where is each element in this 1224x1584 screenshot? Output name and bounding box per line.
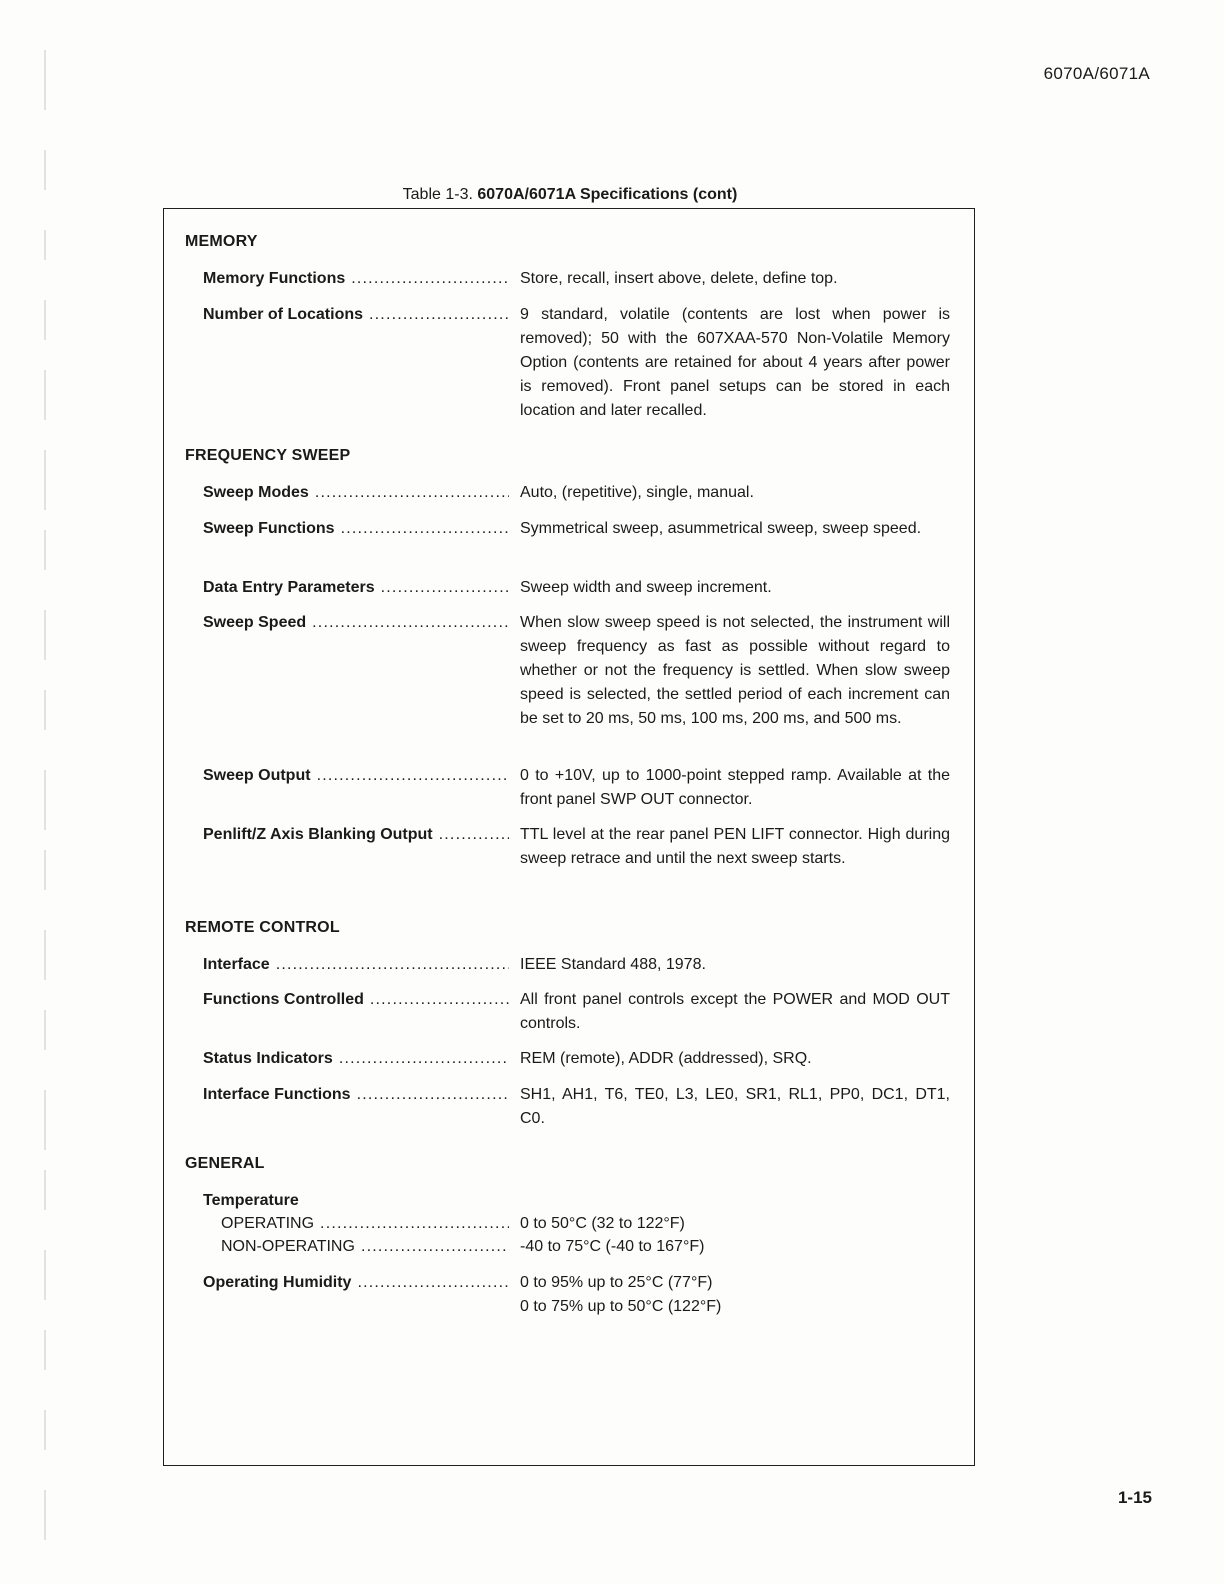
spec-label: Sweep Functions ..... [203,517,509,541]
spec-group-temperature: Temperature [203,1192,299,1209]
spec-value: REM (remote), ADDR (addressed), SRQ. [520,1050,812,1067]
spec-value: All front panel controls except the POWER and MOD OUT controls. [520,991,950,1032]
page-number: 1-15 [1117,1488,1152,1507]
table-caption-prefix: Table 1-3. [402,186,473,203]
spec-label: Sweep Modes ..... [203,481,509,505]
humidity-value-line-2: 0 to 75% up to 50°C (122°F) [520,1298,722,1315]
spec-label: Status Indicators ..... [203,1047,509,1071]
spec-label: Memory Functions ..... [203,267,509,291]
spec-value: When slow sweep speed is not selected, the instrument will sweep frequency as fast as possible without regard to whether or not the frequency is settled. When slow sweep speed is selected, the settled period of each increment can be set to 20 ms, 50 ms, 100 ms, 200 ms, and 500 ms. [520,614,950,727]
section-title-memory: MEMORY [185,233,258,250]
spec-value: 9 standard, volatile (contents are lost when power is removed); 50 with the 607XAA-570 Non-Volatile Memory Option (contents are retained for about 4 years after power is removed). Front panel setups can be stored in each location and later recalled. [520,306,950,419]
specifications-table [163,208,975,1466]
humidity-value-line-1: 0 to 95% up to 25°C (77°F) [520,1274,713,1291]
spec-value: IEEE Standard 488, 1978. [520,956,706,973]
spec-label: Interface Functions ..... [203,1083,509,1107]
spec-value: Sweep width and sweep increment. [520,579,772,596]
table-caption-text: 6070A/6071A Specifications (cont) [477,186,738,203]
spec-label: Penlift/Z Axis Blanking Output ..... [203,823,509,847]
spec-value: Auto, (repetitive), single, manual. [520,484,754,501]
spec-value: 0 to +10V, up to 1000-point stepped ramp. Available at the front panel SWP OUT connector. [520,767,950,808]
spec-label: Interface ..... [203,953,509,977]
spec-label: Data Entry Parameters ..... [203,576,509,600]
section-title-remote-control: REMOTE CONTROL [185,919,340,936]
section-title-frequency-sweep: FREQUENCY SWEEP [185,447,351,464]
spec-value: SH1, AH1, T6, TE0, L3, LE0, SR1, RL1, PP0, DC1, DT1, C0. [520,1086,950,1127]
page-header-model: 6070A/6071A [1043,64,1150,83]
spec-value: Store, recall, insert above, delete, define top. [520,270,838,287]
spec-label: OPERATING ..... [203,1212,509,1236]
spec-value: Symmetrical sweep, asummetrical sweep, sweep speed. [520,520,922,537]
spec-label: Functions Controlled ..... [203,988,509,1012]
section-title-general: GENERAL [185,1155,265,1172]
spec-value: TTL level at the rear panel PEN LIFT connector. High during sweep retrace and until the next sweep starts. [520,826,950,867]
spec-label: Sweep Speed ..... [203,611,509,635]
table-caption [0,186,1140,204]
spec-value: -40 to 75°C (-40 to 167°F) [520,1238,705,1255]
spec-label: Operating Humidity ..... [203,1271,509,1295]
spec-label: Sweep Output ..... [203,764,509,788]
margin-scan-marks [30,30,60,1550]
spec-value: 0 to 50°C (32 to 122°F) [520,1215,685,1232]
spec-label: NON-OPERATING ..... [203,1235,509,1259]
spec-label: Number of Locations ..... [203,303,509,327]
spec-value [520,1271,950,1319]
